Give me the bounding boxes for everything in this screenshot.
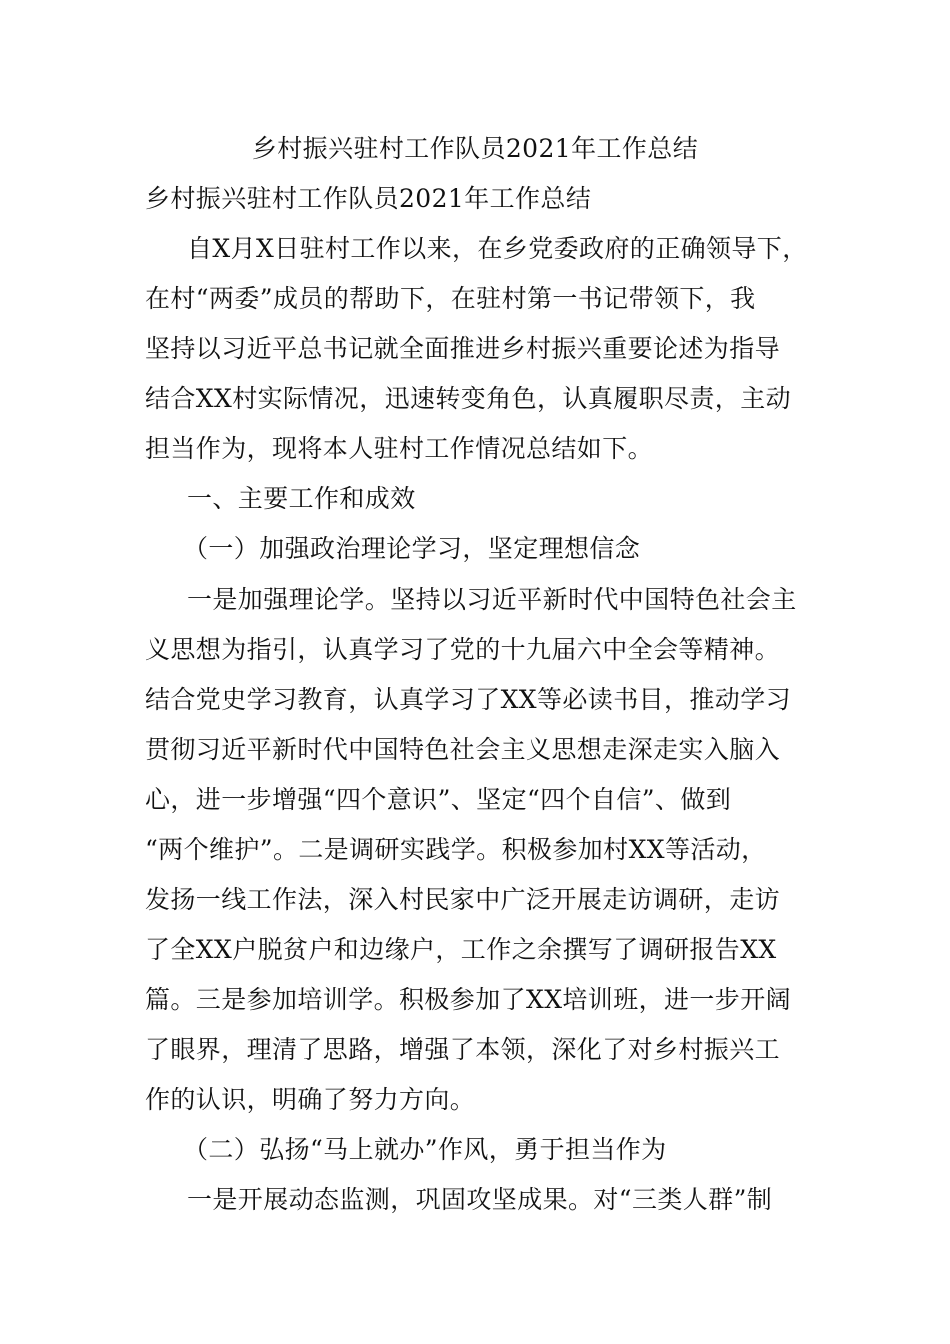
paragraph-line: 了全XX户脱贫户和边缘户，工作之余撰写了调研报告XX (145, 935, 777, 964)
paragraph-line: “两个维护”。二是调研实践学。积极参加村XX等活动， (145, 835, 767, 864)
paragraph-line: 义思想为指引，认真学习了党的十九届六中全会等精神。 (145, 635, 781, 664)
paragraph-line: 一是加强理论学。坚持以习近平新时代中国特色社会主 (187, 585, 797, 614)
subsection-heading: （一）加强政治理论学习，坚定理想信念 (183, 534, 641, 563)
section-heading: 一、主要工作和成效 (187, 484, 416, 513)
paragraph-line: 自X月X日驻村工作以来，在乡党委政府的正确领导下， (187, 234, 808, 263)
subsection-heading: （二）弘扬“马上就办”作风，勇于担当作为 (183, 1135, 667, 1164)
paragraph-line: 篇。三是参加培训学。积极参加了XX培训班，进一步开阔 (145, 985, 791, 1014)
paragraph-line: 一是开展动态监测，巩固攻坚成果。对“三类人群”制 (187, 1185, 773, 1214)
paragraph-line: 在村“两委”成员的帮助下，在驻村第一书记带领下，我 (145, 284, 756, 313)
paragraph-line: 贯彻习近平新时代中国特色社会主义思想走深走实入脑入 (145, 735, 781, 764)
paragraph-line: 作的认识，明确了努力方向。 (145, 1085, 476, 1114)
paragraph-line: 发扬一线工作法，深入村民家中广泛开展走访调研，走访 (145, 885, 781, 914)
paragraph-line: 心，进一步增强“四个意识”、坚定“四个自信”、做到 (145, 785, 732, 814)
document-subtitle: 乡村振兴驻村工作队员2021年工作总结 (145, 184, 592, 213)
document-title: 乡村振兴驻村工作队员2021年工作总结 (251, 134, 699, 163)
paragraph-line: 坚持以习近平总书记就全面推进乡村振兴重要论述为指导 (145, 334, 781, 363)
paragraph-line: 结合党史学习教育，认真学习了XX等必读书目，推动学习 (145, 685, 791, 714)
paragraph-line: 担当作为，现将本人驻村工作情况总结如下。 (145, 434, 654, 463)
paragraph-line: 了眼界，理清了思路，增强了本领，深化了对乡村振兴工 (145, 1035, 781, 1064)
paragraph-line: 结合XX村实际情况，迅速转变角色，认真履职尽责，主动 (145, 384, 791, 413)
